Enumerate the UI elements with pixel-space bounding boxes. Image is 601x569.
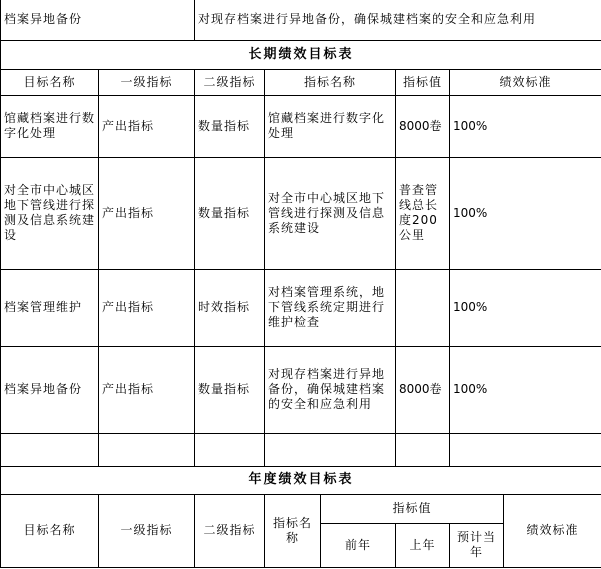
header-level2: 二级指标 (195, 69, 265, 95)
annual-header-last-year: 上年 (396, 523, 450, 567)
row-indicator: 对档案管理系统，地下管线系统定期进行维护检查 (265, 269, 396, 346)
annual-header-value-group: 指标值 (321, 494, 504, 523)
header-indicator-name: 指标名称 (265, 69, 396, 95)
annual-header-prev-year: 前年 (321, 523, 396, 567)
row-level1: 产出指标 (99, 95, 195, 157)
annual-header-forecast: 预计当年 (450, 523, 504, 567)
row-value: 8000卷 (396, 95, 450, 157)
row-standard: 100% (450, 157, 601, 269)
row-target-name: 档案管理维护 (1, 269, 99, 346)
long-term-table (0, 40, 601, 467)
annual-title: 年度绩效目标表 (1, 466, 601, 494)
row-level2: 时效指标 (195, 269, 265, 346)
row-value: 普查管线总长度200公里 (396, 157, 450, 269)
table-row (1, 95, 601, 157)
header-standard: 绩效标准 (450, 69, 601, 95)
top-row-table (0, 0, 601, 41)
table-row (1, 157, 601, 269)
row-indicator: 馆藏档案进行数字化处理 (265, 95, 396, 157)
header-target-name: 目标名称 (1, 69, 99, 95)
row-value: 8000卷 (396, 346, 450, 433)
header-level1: 一级指标 (99, 69, 195, 95)
row-standard: 100% (450, 95, 601, 157)
table-row (1, 346, 601, 433)
annual-header-target-name: 目标名称 (1, 494, 99, 567)
long-term-header-row (1, 69, 601, 95)
top-row-desc: 对现存档案进行异地备份，确保城建档案的安全和应急利用 (195, 0, 601, 40)
annual-header-standard: 绩效标准 (504, 494, 601, 567)
row-level1: 产出指标 (99, 346, 195, 433)
row-level2: 数量指标 (195, 346, 265, 433)
row-target-name: 档案异地备份 (1, 346, 99, 433)
row-indicator: 对现存档案进行异地备份，确保城建档案的安全和应急利用 (265, 346, 396, 433)
empty-row (1, 433, 601, 466)
annual-header-level2: 二级指标 (195, 494, 265, 567)
row-level1: 产出指标 (99, 157, 195, 269)
annual-header-level1: 一级指标 (99, 494, 195, 567)
row-standard: 100% (450, 269, 601, 346)
header-indicator-value: 指标值 (396, 69, 450, 95)
row-target-name: 对全市中心城区地下管线进行探测及信息系统建设 (1, 157, 99, 269)
annual-table (0, 466, 601, 568)
row-level2: 数量指标 (195, 95, 265, 157)
row-level2: 数量指标 (195, 157, 265, 269)
table-row (1, 269, 601, 346)
top-row-name: 档案异地备份 (1, 0, 195, 40)
row-target-name: 馆藏档案进行数字化处理 (1, 95, 99, 157)
row-standard: 100% (450, 346, 601, 433)
long-term-title: 长期绩效目标表 (1, 40, 601, 69)
annual-header-indicator-name: 指标名称 (265, 494, 321, 567)
row-level1: 产出指标 (99, 269, 195, 346)
row-indicator: 对全市中心城区地下管线进行探测及信息系统建设 (265, 157, 396, 269)
row-value (396, 269, 450, 346)
